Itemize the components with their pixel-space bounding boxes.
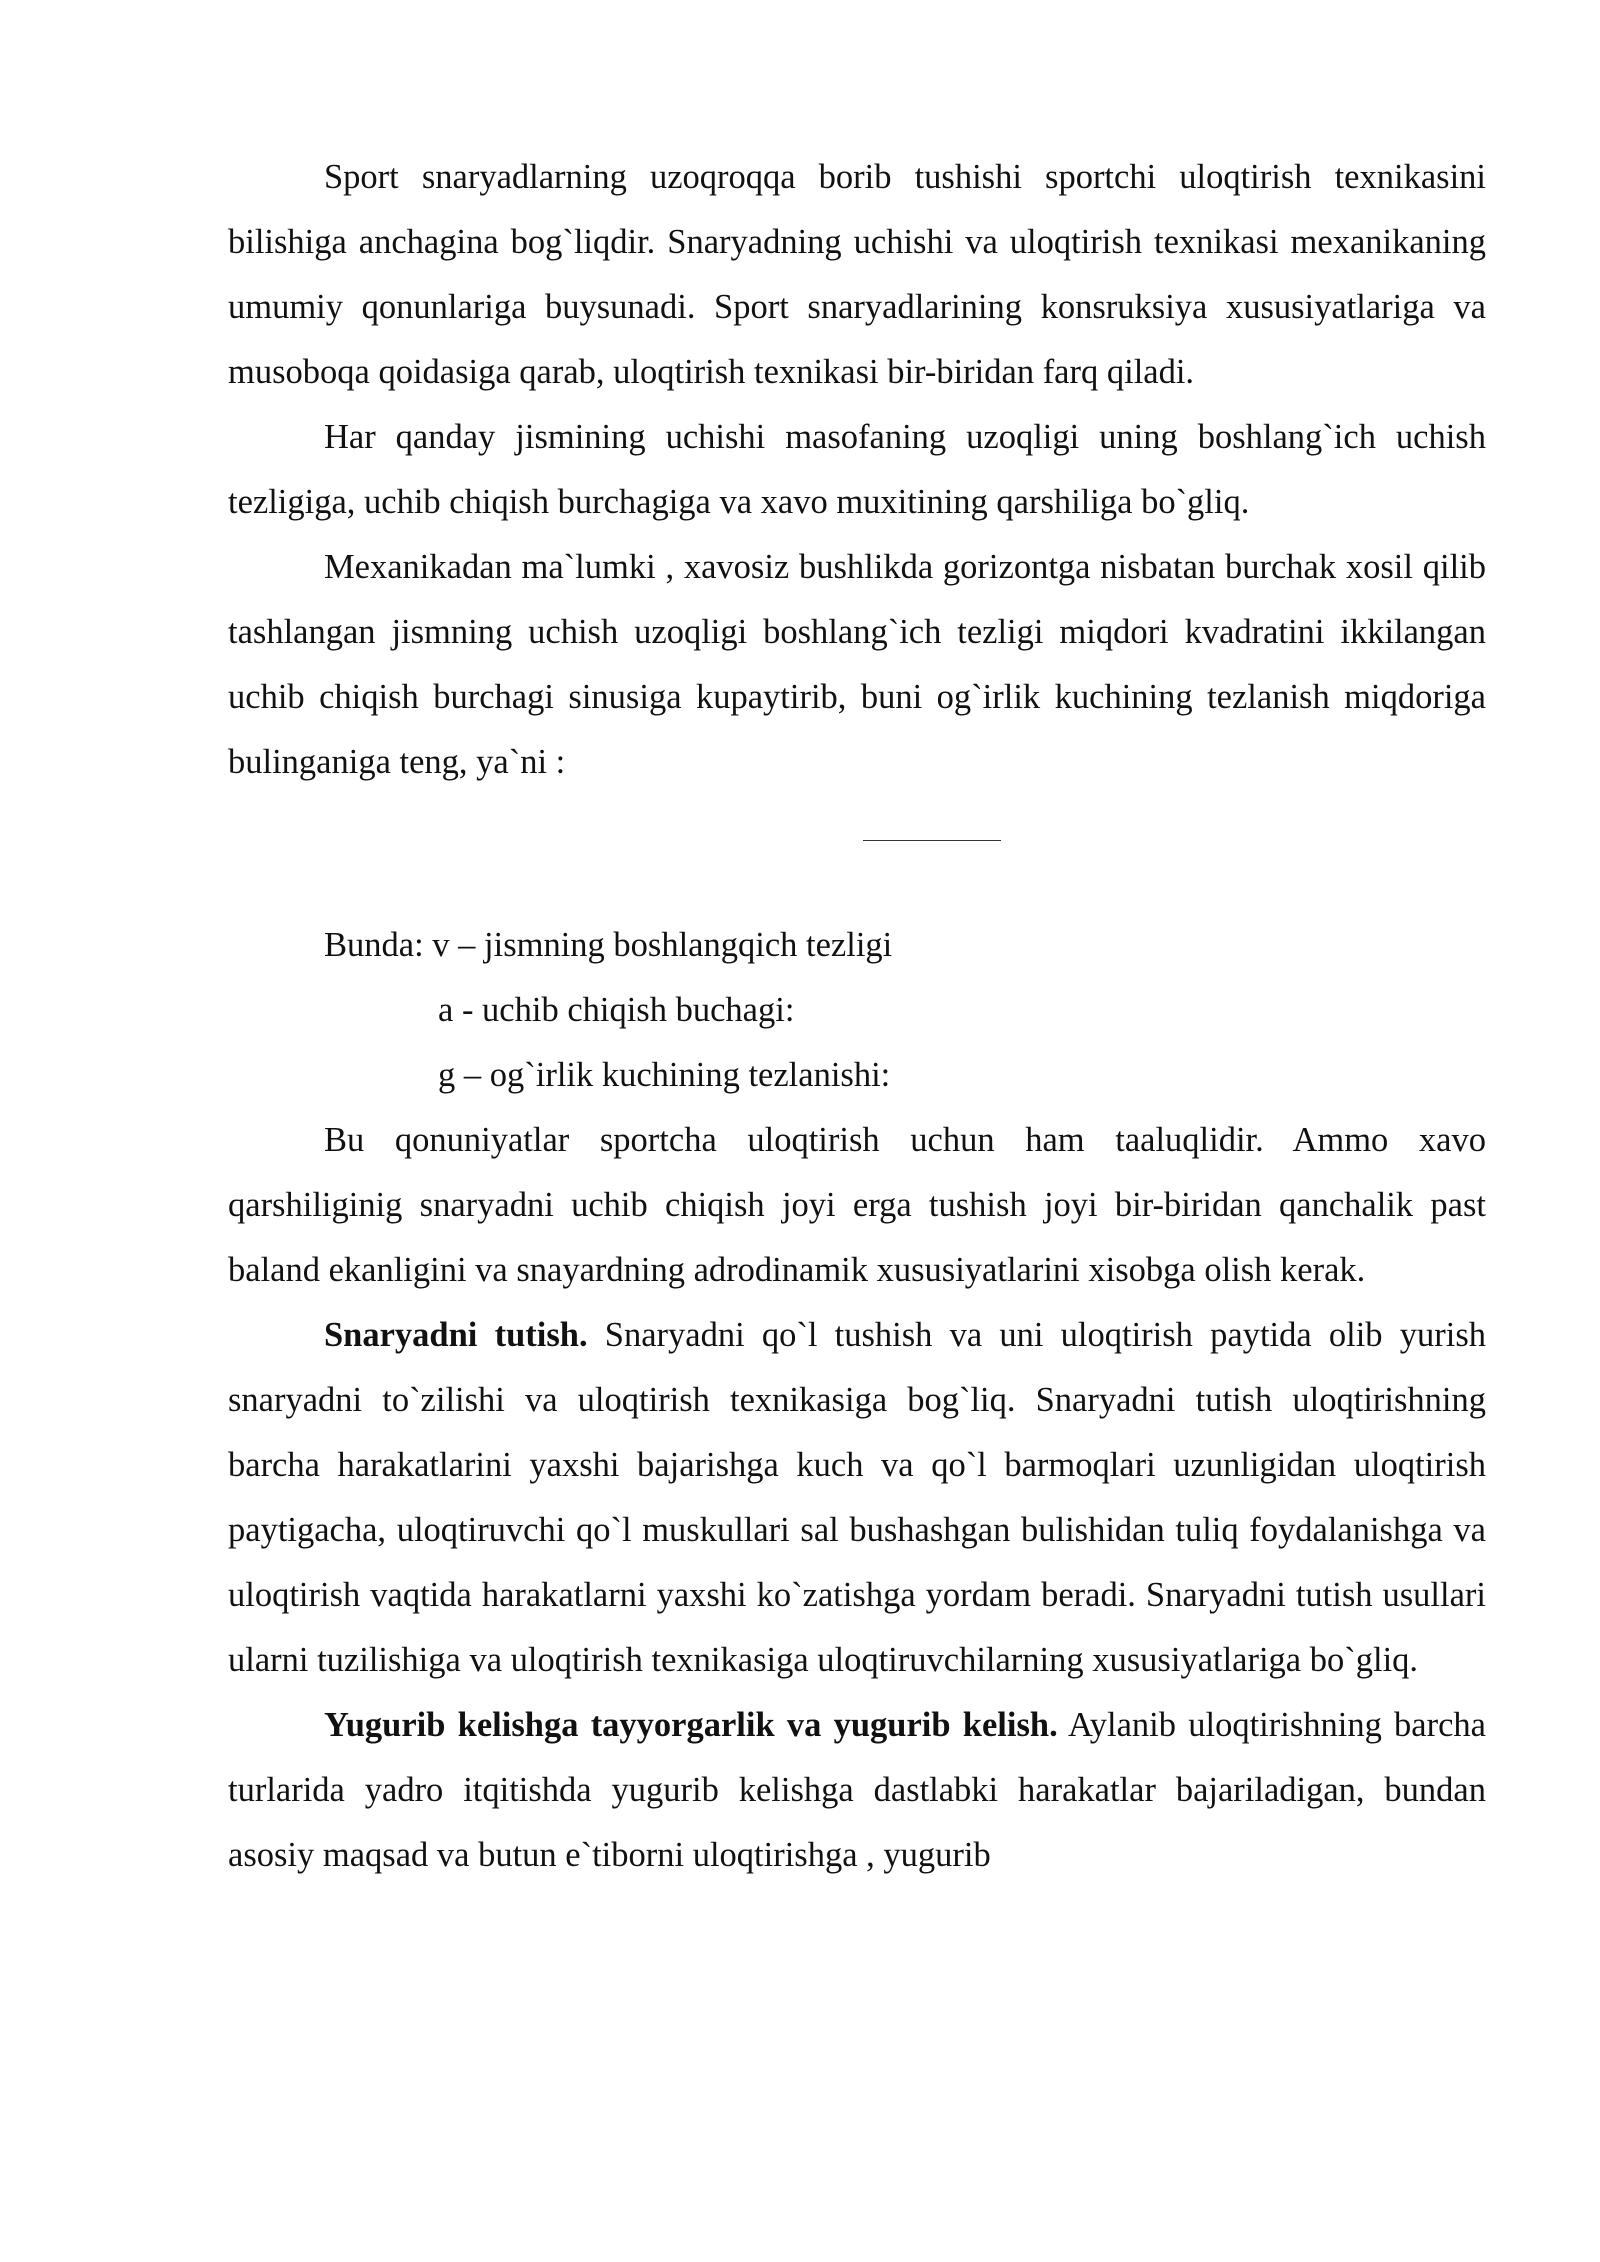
paragraph-run-up (228, 1693, 1486, 1888)
definition-v: Bunda: v – jismning boshlangqich tezligi (324, 926, 893, 964)
definition-a: a - uchib chiqish buchagi: (438, 991, 795, 1029)
section-heading-run-up: Yugurib kelishga tayyorgarlik va yugurib kelish. (324, 1706, 1058, 1744)
paragraph-mechanics: Mexanikadan ma`lumki , xavosiz bushlikda gorizontga nisbatan burchak xosil qilib tashlangan jismning uchish uzoqligi boshlang`ich tezligi miqdori kvadratini ikkilangan uchib chiqish burchagi sinusiga kupaytirib, buni og`irlik kuchining tezlanish miqdoriga bulinganiga teng, ya`ni : (228, 548, 1486, 781)
paragraph-grip-text: Snaryadni qo`l tushish va uni uloqtirish paytida olib yurish snaryadni to`zilishi va uloqtirish texnikasiga bog`liq. Snaryadni tutish uloqtirishning barcha harakatlarini yaxshi bajarishga kuch va qo`l barmoqlari uzunligidan uloqtirish paytigacha, uloqtiruvchi qo`l muskullari sal bushashgan bulishidan tuliq foydalanishga va uloqtirish vaqtida harakatlarni yaxshi ko`zatishga yordam beradi. Snaryadni tutish usullari ularni tuzilishiga va uloqtirish texnikasiga uloqtiruvchilarning xususiyatlariga bo`gliq. (228, 1316, 1486, 1679)
paragraph-air-resistance: Bu qonuniyatlar sportcha uloqtirish uchun ham taaluqlidir. Ammo xavo qarshiliginig snaryadni uchib chiqish joyi erga tushish joyi bir-biridan qanchalik past baland ekanligini va snayardning adrodinamik xususiyatlarini xisobga olish kerak. (228, 1121, 1486, 1289)
definitions-block (228, 913, 1486, 1108)
document-page (228, 145, 1486, 1888)
paragraph-flight-distance: Har qanday jismining uchishi masofaning uzoqligi uning boshlang`ich uchish tezligiga, uchib chiqish burchagiga va xavo muxitining qarshiliga bo`gliq. (228, 418, 1486, 521)
fraction-line (863, 840, 1001, 841)
paragraph-run-up-text: Aylanib uloqtirishning barcha turlarida yadro itqitishda yugurib kelishga dastlabki harakatlar bajariladigan, bundan asosiy maqsad va butun e`tiborni uloqtirishga , yugurib (228, 1706, 1486, 1874)
paragraph-throw-technique: Sport snaryadlarning uzoqroqqa borib tushishi sportchi uloqtirish texnikasini bilishiga anchagina bog`liqdir. Snaryadning uchishi va uloqtirish texnikasi mexanikaning umumiy qonunlariga buysunadi. Sport snaryadlarining konsruksiya xususiyatlariga va musoboqa qoidasiga qarab, uloqtirish texnikasi bir-biridan farq qiladi. (228, 158, 1486, 391)
formula-placeholder (228, 795, 1486, 913)
paragraph-grip (228, 1303, 1486, 1693)
section-heading-grip: Snaryadni tutish. (324, 1316, 588, 1354)
definition-g: g – og`irlik kuchining tezlanishi: (438, 1056, 891, 1094)
